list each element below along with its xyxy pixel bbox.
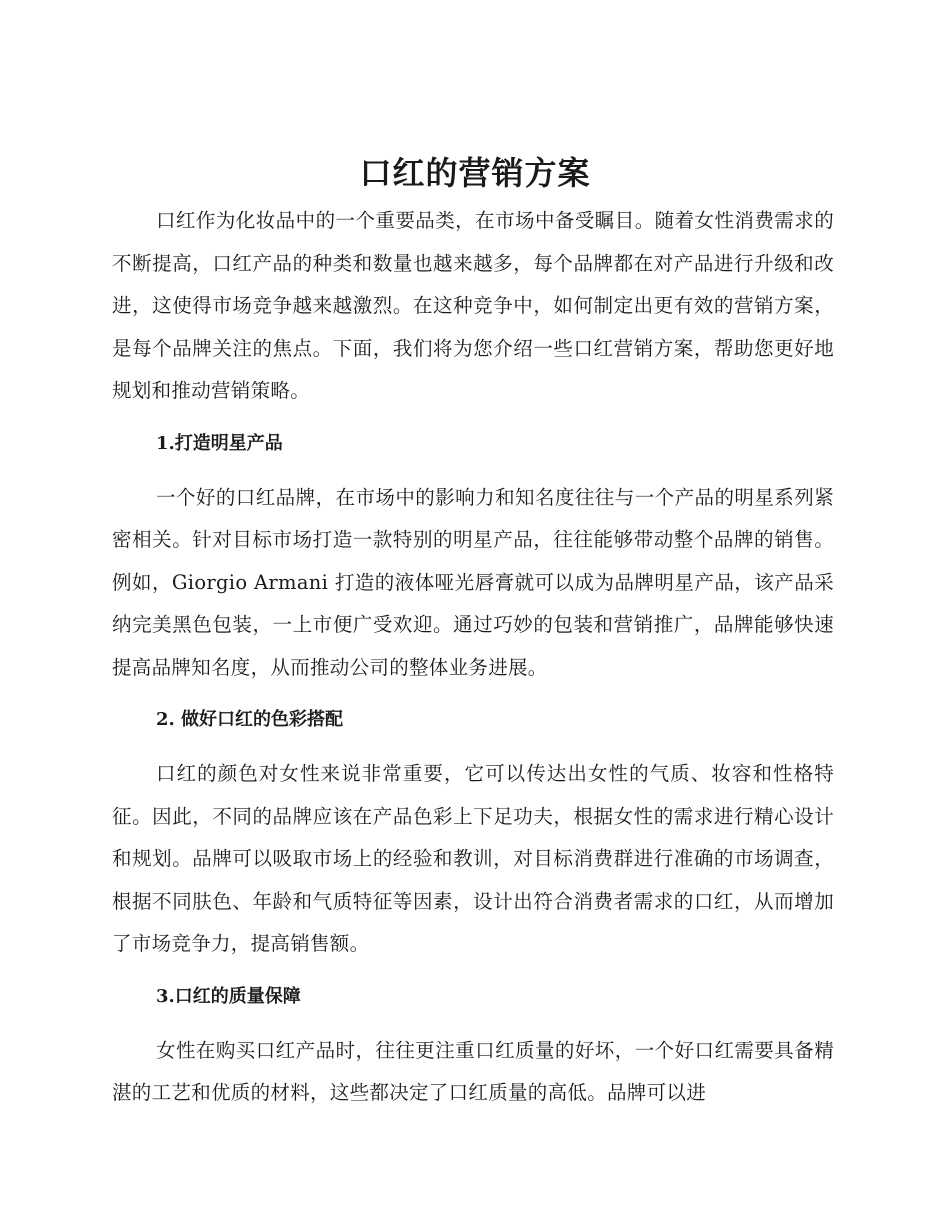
- section-heading-2: 2. 做好口红的色彩搭配: [156, 709, 344, 730]
- document-title: 口红的营销方案: [359, 154, 591, 192]
- section-paragraph-2: 口红的颜色对女性来说非常重要，它可以传达出女性的气质、妆容和性格特征。因此，不同的品牌应该在产品色彩上下足功夫，根据女性的需求进行精心设计和规划。品牌可以吸取市场上的经验和教训，对目标消费群进行准确的市场调查，根据不同肤色、年龄和气质特征等因素，设计出符合消费者需求的口红，从而增加了市场竞争力，提高销售额。: [112, 762, 834, 955]
- section-paragraph-1: 一个好的口红品牌，在市场中的影响力和知名度往往与一个产品的明星系列紧密相关。针对目标市场打造一款特别的明星产品，往往能够带动整个品牌的销售。例如，Giorgio Armani 打造的液体哑光唇膏就可以成为品牌明星产品，该产品采纳完美黑色包装，一上市便广受欢迎。通过巧妙的包装和营销推广，品牌能够快速提高品牌知名度，从而推动公司的整体业务进展。: [112, 485, 834, 679]
- section-heading-1: 1.打造明星产品: [156, 432, 283, 454]
- section-heading-3: 3.口红的质量保障: [156, 985, 301, 1007]
- intro-paragraph: 口红作为化妆品中的一个重要品类，在市场中备受瞩目。随着女性消费需求的不断提高，口红产品的种类和数量也越来越多，每个品牌都在对产品进行升级和改进，这使得市场竞争越来越激烈。在这种竞争中，如何制定出更有效的营销方案，是每个品牌关注的焦点。下面，我们将为您介绍一些口红营销方案，帮助您更好地规划和推动营销策略。: [112, 209, 834, 402]
- section-paragraph-3: 女性在购买口红产品时，往往更注重口红质量的好坏，一个好口红需要具备精湛的工艺和优质的材料，这些都决定了口红质量的高低。品牌可以进: [112, 1038, 834, 1104]
- document-body: [112, 200, 834, 1115]
